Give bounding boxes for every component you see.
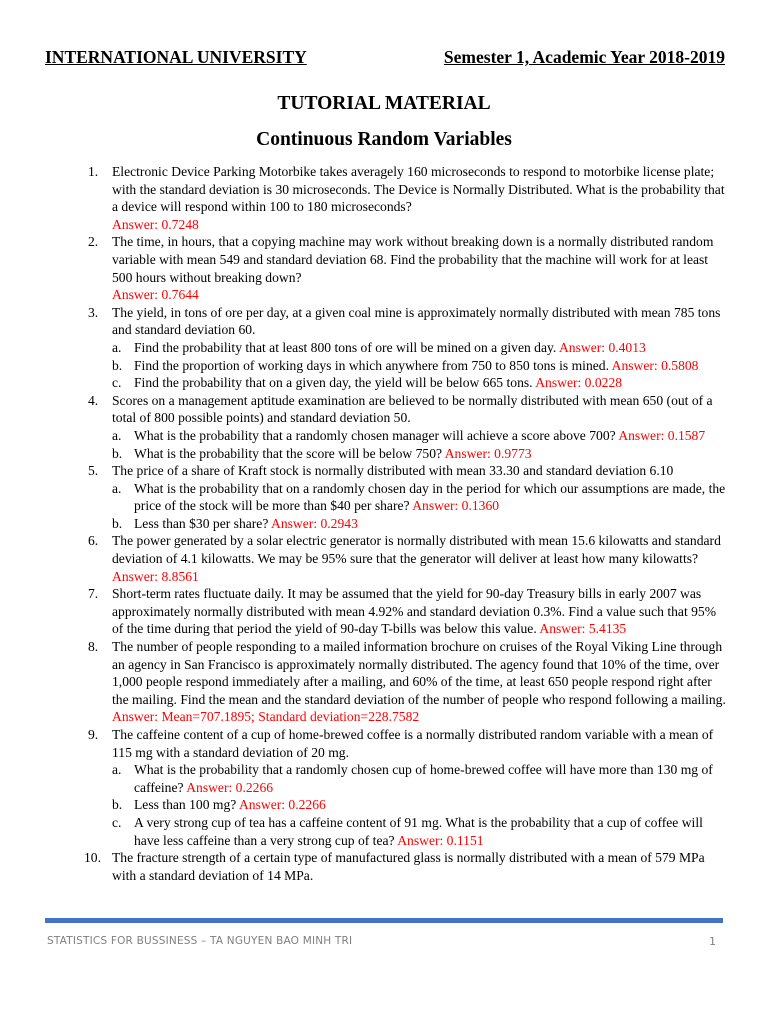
question-answer: Answer: 0.7248	[112, 216, 199, 232]
sub-question-answer: Answer: 0.2266	[186, 779, 274, 795]
sub-question-letter: b.	[112, 357, 123, 373]
question-item	[88, 638, 728, 726]
question-number: 5.	[88, 463, 99, 479]
sub-question-letter: c.	[112, 814, 122, 830]
question-item	[88, 392, 728, 427]
page-header	[45, 47, 725, 71]
question-number: 7.	[88, 586, 99, 602]
question-text: The number of people responding to a mailed information brochure on cruises of the Royal Viking Line through an agency in San Francisco is approximately normally distributed. The agency found that 10% of the time, over 1,000 people respond immediately after a mailing, and 60% of the time, at least 650 people respond right after the mailing. Find the mean and the standard deviation of the number of people who respond following a mailing.	[112, 639, 726, 707]
question-text: Short-term rates fluctuate daily. It may be assumed that the yield for 90-day Treasury bills in early 2007 was approximately normally distributed with mean 4.92% and standard deviation 0.3%. Find a value such that 95% of the time during that period the yield of 90-day T-bills was below this value.	[112, 586, 717, 637]
sub-question-text: Less than $30 per share?	[134, 515, 272, 531]
sub-question-answer: Answer: 0.1587	[618, 427, 706, 443]
sub-question	[88, 445, 728, 463]
sub-question-letter: b.	[112, 515, 123, 531]
sub-question-letter: a.	[112, 427, 122, 443]
question-number: 3.	[88, 304, 99, 320]
sub-question-answer: Answer: 0.4013	[558, 339, 646, 355]
footer-course-label: STATISTICS FOR BUSSINESS – TA NGUYEN BAO MINH TRI	[47, 935, 353, 947]
sub-question-answer: Answer: 0.1151	[397, 832, 484, 848]
question-number: 10.	[84, 850, 101, 866]
question-answer: Answer: Mean=707.1895; Standard deviation=228.7582	[112, 709, 420, 725]
sub-question	[88, 374, 728, 392]
sub-question-answer: Answer: 0.5808	[611, 357, 699, 373]
sub-question-answer: Answer: 0.1360	[412, 498, 500, 514]
question-number: 9.	[88, 727, 99, 742]
question-number: 4.	[88, 392, 99, 408]
question-text: Scores on a management aptitude examination are believed to be normally distributed with mean 650 (out of a total of 800 possible points) and standard deviation 50.	[112, 392, 713, 426]
sub-question-text: What is the probability that on a randomly chosen day in the period for which our assumptions are made, the price of the stock will be more than $40 per share?	[134, 480, 726, 514]
sub-question-letter: b.	[112, 797, 123, 813]
sub-question	[88, 515, 728, 533]
question-item	[88, 462, 728, 480]
question-item	[88, 304, 728, 339]
sub-question	[88, 796, 728, 814]
sub-question-letter: a.	[112, 480, 122, 496]
university-name: INTERNATIONAL UNIVERSITY	[45, 47, 307, 67]
sub-question	[88, 814, 728, 849]
question-text: Electronic Device Parking Motorbike takes averagely 160 microseconds to respond to motorbike license plate; with the standard deviation is 30 microseconds. The Device is Normally Distributed. What is the probability that a device will respond within 100 to 180 microseconds?	[112, 164, 725, 215]
sub-question-text: What is the probability that a randomly chosen cup of home-brewed coffee will have more than 130 mg of caffeine?	[134, 762, 713, 795]
sub-question-answer: Answer: 0.9773	[444, 445, 532, 461]
question-answer: Answer: 5.4135	[539, 621, 627, 637]
sub-question-text: Find the proportion of working days in which anywhere from 750 to 850 tons is mined.	[134, 357, 612, 373]
sub-question-text: Less than 100 mg?	[134, 797, 239, 813]
question-text: The power generated by a solar electric generator is normally distributed with mean 15.6 kilowatts and standard deviation of 4.1 kilowatts. We may be 95% sure that the generator will deliver at least how many kilowatts?	[112, 533, 721, 567]
sub-question-answer: Answer: 0.2943	[271, 515, 358, 531]
sub-question	[88, 339, 728, 357]
question-item	[88, 233, 728, 303]
question-item	[84, 849, 728, 884]
sub-question-letter: c.	[112, 375, 122, 391]
question-text: The yield, in tons of ore per day, at a given coal mine is approximately normally distributed with mean 785 tons and standard deviation 60.	[112, 304, 721, 338]
sub-question-answer: Answer: 0.2266	[238, 797, 326, 813]
question-number: 1.	[88, 164, 99, 179]
sub-question-letter: a.	[112, 762, 122, 778]
question-item	[88, 726, 728, 761]
sub-question	[88, 761, 728, 796]
question-item	[88, 585, 728, 638]
sub-question-text: A very strong cup of tea has a caffeine content of 91 mg. What is the probability that a cup of coffee will have less caffeine than a very strong cup of tea?	[134, 814, 703, 848]
sub-question-text: Find the probability that at least 800 tons of ore will be mined on a given day.	[134, 339, 559, 355]
sub-question-letter: b.	[112, 445, 123, 461]
question-item	[88, 163, 728, 233]
question-number: 2.	[88, 234, 99, 250]
question-text: The time, in hours, that a copying machine may work without breaking down is a normally distributed random variable with mean 549 and standard deviation 68. Find the probability that the machine will work for at least 500 hours without breaking down?	[112, 234, 714, 285]
document-subtitle: Continuous Random Variables	[256, 129, 512, 150]
page-number: 1	[709, 935, 716, 948]
question-text: The price of a share of Kraft stock is normally distributed with mean 33.30 and standard deviation 6.10	[112, 463, 674, 479]
sub-question-answer: Answer: 0.0228	[535, 375, 623, 391]
question-text: The fracture strength of a certain type of manufactured glass is normally distributed with a mean of 579 MPa with a standard deviation of 14 MPa.	[112, 850, 705, 883]
sub-question-text: Find the probability that on a given day, the yield will be below 665 tons.	[134, 375, 536, 391]
sub-question-letter: a.	[112, 339, 122, 355]
document-title: TUTORIAL MATERIAL	[277, 93, 491, 114]
question-answer: Answer: 0.7644	[112, 287, 199, 303]
question-answer: Answer: 8.8561	[112, 568, 199, 584]
sub-question	[88, 480, 728, 515]
sub-question-text: What is the probability that the score will be below 750?	[134, 445, 445, 461]
question-number: 8.	[88, 639, 99, 655]
sub-question	[88, 357, 728, 375]
question-text: The caffeine content of a cup of home-brewed coffee is a normally distributed random variable with a mean of 115 mg with a standard deviation of 20 mg.	[112, 727, 714, 760]
sub-question-text: What is the probability that a randomly chosen manager will achieve a score above 700?	[134, 427, 619, 443]
question-number: 6.	[88, 533, 99, 549]
question-list	[84, 163, 728, 884]
semester-label: Semester 1, Academic Year 2018-2019	[443, 47, 725, 67]
footer-divider	[45, 918, 723, 923]
question-item	[88, 532, 728, 585]
sub-question	[88, 427, 728, 445]
